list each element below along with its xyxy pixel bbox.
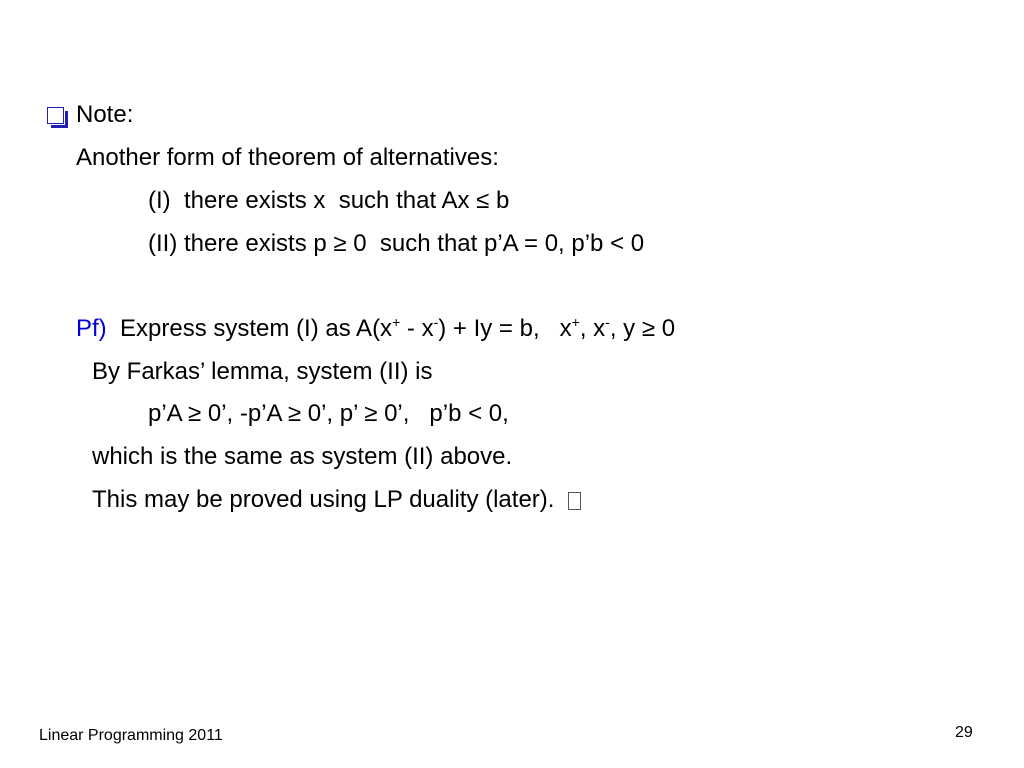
qed-box-icon: [568, 492, 581, 510]
proof-text-e: , y ≥ 0: [609, 315, 676, 342]
sup-plus: +: [392, 314, 401, 330]
proof-text-a: Express system (I) as A(x: [106, 315, 393, 342]
sup-minus: -: [433, 314, 439, 330]
proof-line: [76, 315, 675, 343]
line-farkas-system: p’A ≥ 0’, -p’A ≥ 0’, p’ ≥ 0’, p’b < 0,: [148, 400, 509, 427]
line-system-one: (I) there exists x such that Ax ≤ b: [148, 187, 510, 214]
line-lp-duality: [92, 486, 581, 514]
line-farkas: By Farkas’ lemma, system (II) is: [92, 358, 433, 385]
line-theorem-intro: Another form of theorem of alternatives:: [76, 144, 499, 171]
lp-duality-text: This may be proved using LP duality (later).: [92, 486, 568, 513]
proof-text-b: - x: [400, 315, 434, 342]
note-label: Note:: [76, 101, 134, 128]
proof-text-d: , x: [579, 315, 606, 342]
footer-title: Linear Programming 2011: [39, 727, 223, 744]
sup-minus-2: -: [605, 314, 610, 330]
proof-text-c: ) + Iy = b, x: [438, 315, 572, 342]
checkbox-bullet-icon: [47, 107, 67, 127]
sup-plus-2: +: [571, 314, 580, 330]
line-same-system: which is the same as system (II) above.: [92, 443, 513, 470]
line-system-two: (II) there exists p ≥ 0 such that p’A = 0, p’b < 0: [148, 230, 645, 257]
proof-label: Pf): [76, 315, 107, 342]
page-number: 29: [955, 724, 973, 741]
